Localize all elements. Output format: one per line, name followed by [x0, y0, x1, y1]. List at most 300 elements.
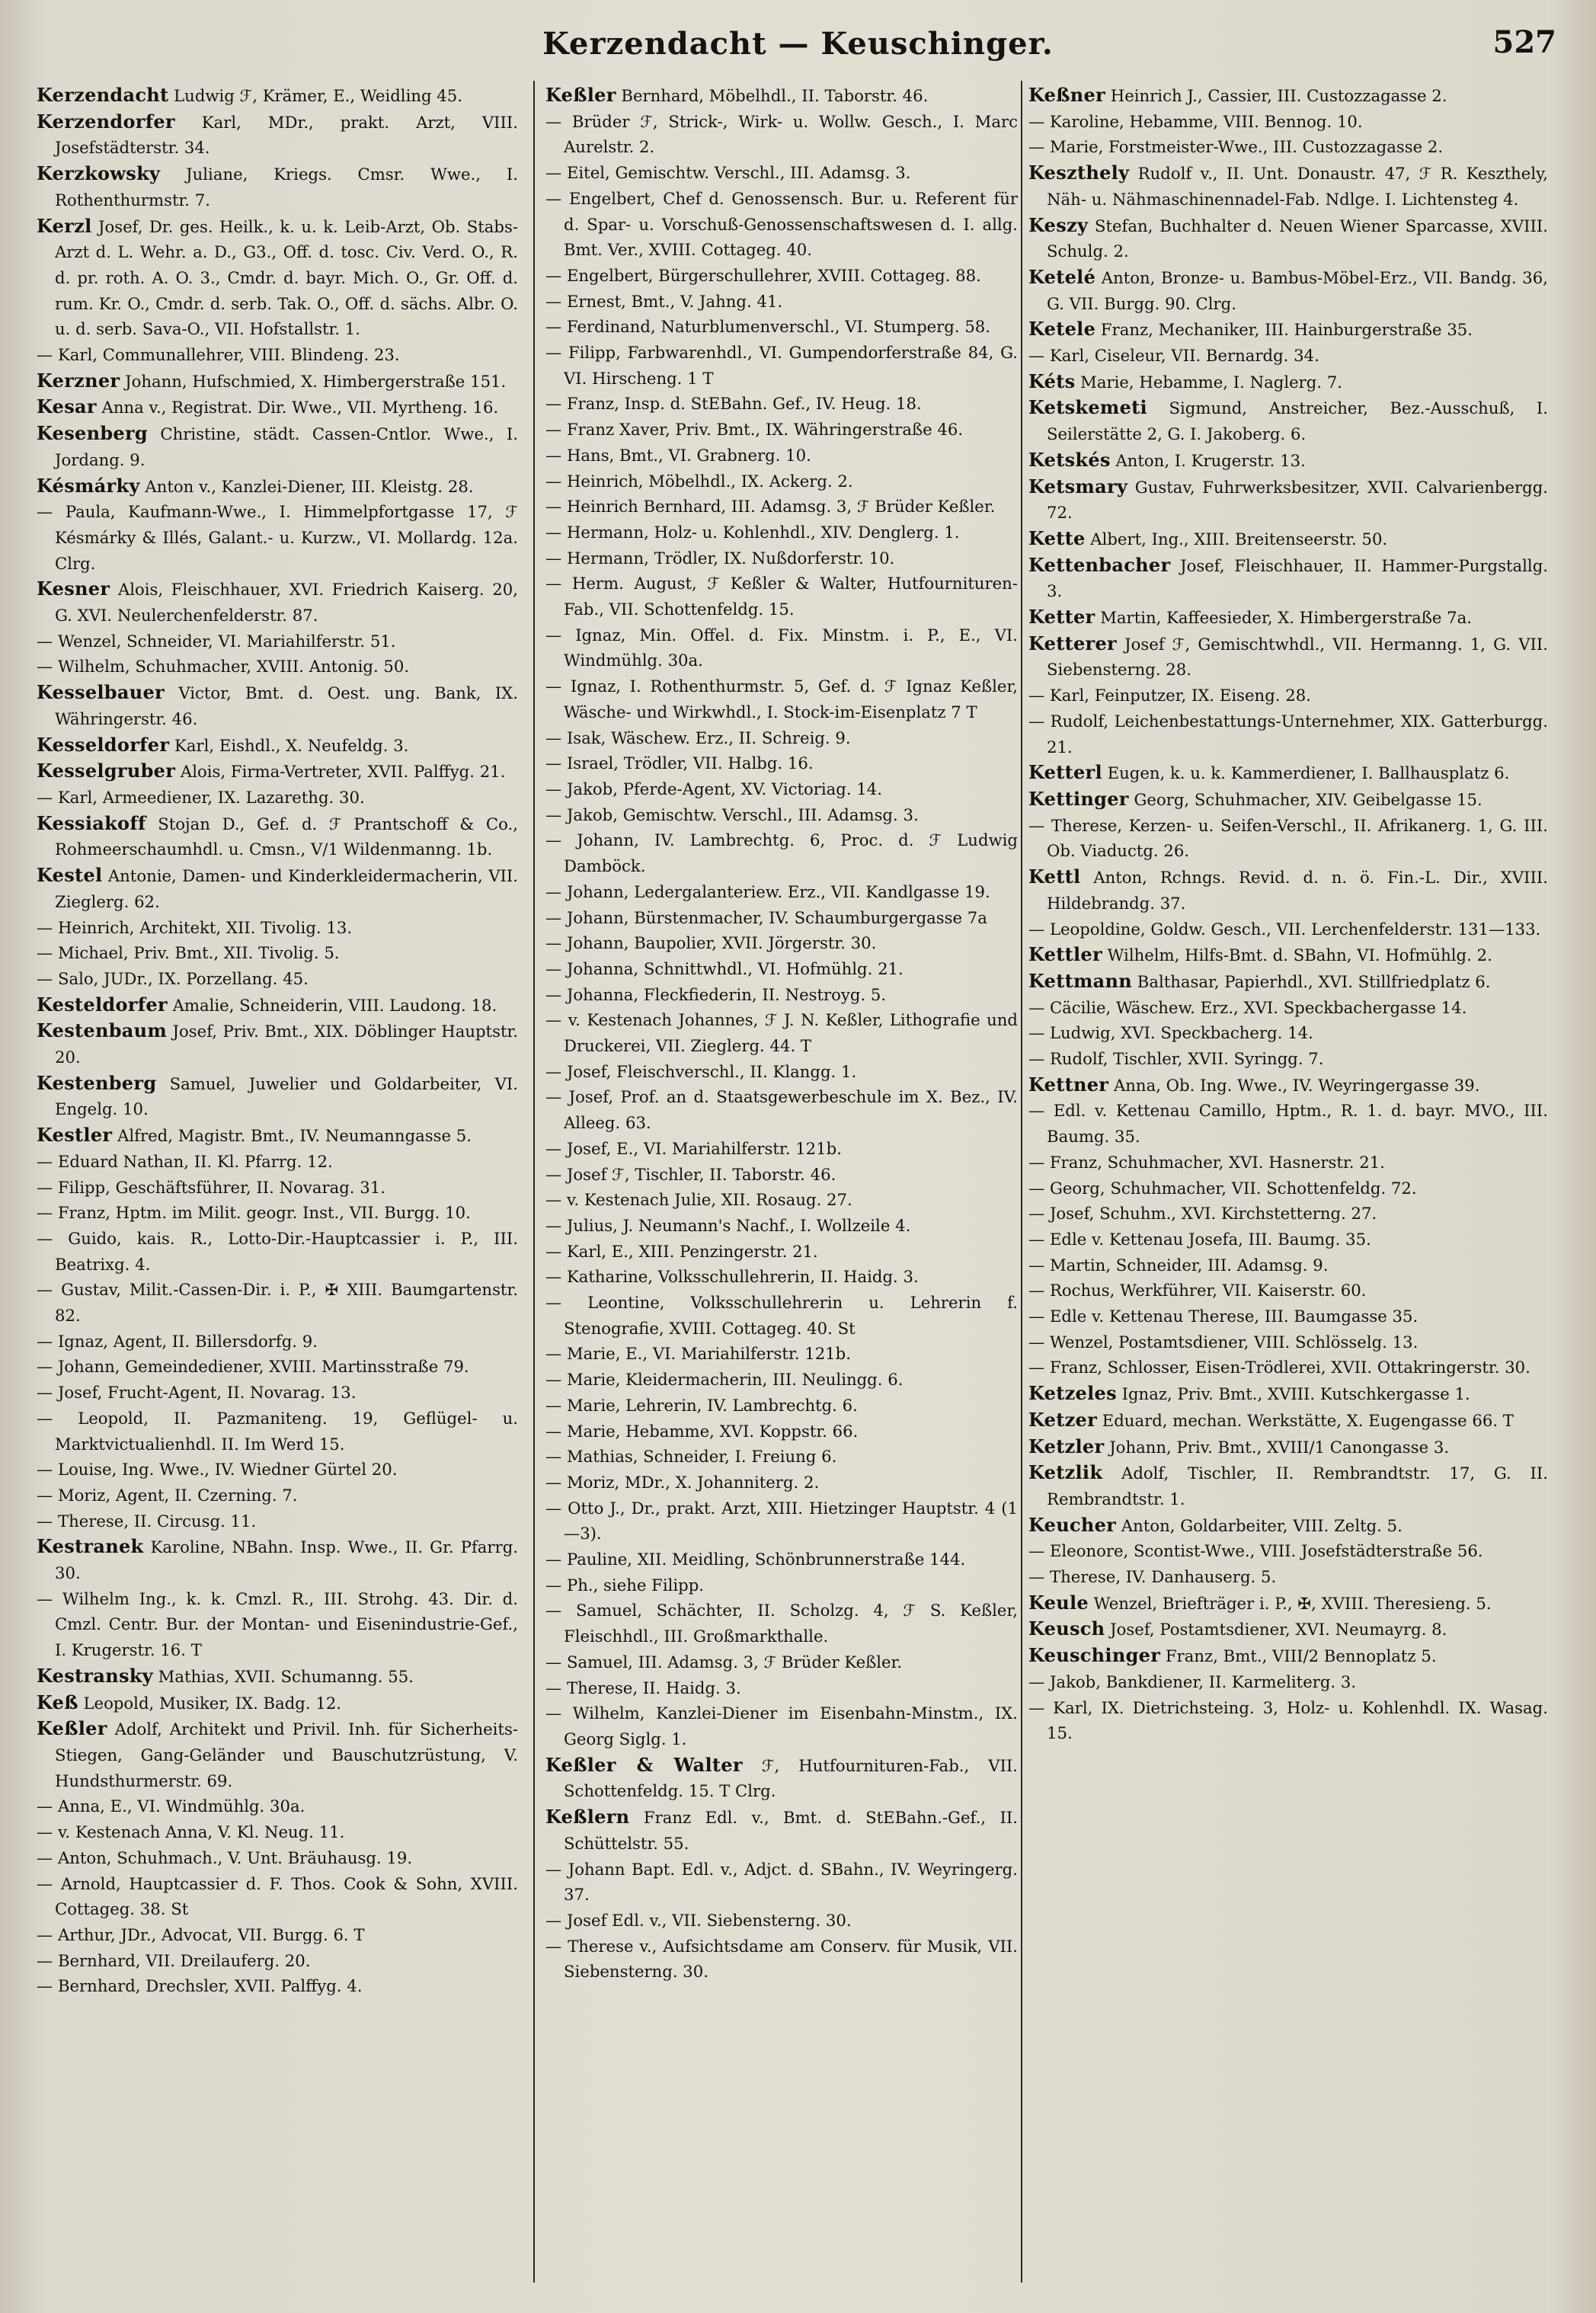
entry-details: Balthasar, Papierhdl., XVI. Stillfriedplatz 6. [1132, 971, 1491, 991]
directory-entry [545, 1264, 1018, 1290]
directory-entry [545, 1162, 1018, 1188]
directory-entry [545, 802, 1018, 828]
entry-details: Johann, Gemeindediener, XVIII. Martinsstraße 79. [57, 1357, 469, 1377]
entry-surname: Keßler [37, 1717, 107, 1740]
ditto-dash: — [545, 1936, 568, 1956]
entry-details: Anton v., Kanzlei-Diener, III. Kleistg. 28. [139, 476, 474, 496]
directory-entry [1028, 760, 1548, 786]
entry-details: ℱ, Hutfournituren-Fab., VII. Schottenfeldg. 15. T Clrg. [564, 1755, 1018, 1801]
directory-entry [1028, 160, 1548, 212]
entry-details: Eduard, mechan. Werkstätte, X. Eugengasse 66. T [1097, 1410, 1514, 1430]
directory-entry [545, 571, 1018, 622]
directory-entry [545, 1393, 1018, 1419]
directory-entry [545, 1700, 1018, 1752]
directory-entry [1028, 369, 1548, 395]
ditto-dash: — [545, 445, 567, 465]
ditto-dash: — [545, 625, 576, 645]
entry-details: Marie, Hebamme, XVI. Koppstr. 66. [566, 1421, 859, 1441]
ditto-dash: — [545, 317, 567, 337]
directory-entry [1028, 1695, 1548, 1746]
directory-entry [1028, 526, 1548, 552]
directory-entry [545, 1934, 1018, 1985]
ditto-dash: — [545, 881, 567, 901]
entry-details: Juliane, Kriegs. Cmsr. Wwe., I. Rothenthurmstr. 7. [55, 165, 518, 210]
entry-details: Therese, II. Circusg. 11. [57, 1511, 257, 1531]
directory-entry [1028, 1176, 1548, 1201]
entry-details: Johann, Ledergalanteriew. Erz., VII. Kandlgasse 19. [566, 881, 990, 901]
directory-entry [545, 469, 1018, 494]
entry-details: Karl, Feinputzer, IX. Eiseng. 28. [1049, 686, 1311, 705]
directory-entry [37, 966, 518, 992]
directory-entry [37, 576, 518, 628]
directory-entry [37, 499, 518, 576]
ditto-dash: — [37, 1511, 58, 1531]
entry-details: Filipp, Geschäftsführer, II. Novarag. 31. [57, 1177, 385, 1197]
directory-entry [37, 1793, 518, 1819]
directory-entry [37, 629, 518, 654]
directory-entry [545, 1059, 1018, 1085]
entry-details: Hans, Bmt., VI. Grabnerg. 10. [566, 445, 811, 465]
entry-details: Marie, Hebamme, I. Naglerg. 7. [1075, 372, 1343, 392]
directory-entry [1028, 968, 1548, 995]
entry-details: Franz, Bmt., VIII/2 Bennoplatz 5. [1160, 1646, 1437, 1666]
ditto-dash: — [1028, 1307, 1050, 1326]
ditto-dash: — [545, 574, 572, 593]
entry-surname: Ketzler [1028, 1435, 1105, 1457]
directory-entry [545, 82, 1018, 109]
directory-entry [37, 1149, 518, 1175]
directory-entry [37, 394, 518, 421]
entry-details: Edle v. Kettenau Therese, III. Baumgasse 35. [1049, 1307, 1418, 1326]
directory-entry [545, 520, 1018, 545]
ditto-dash: — [545, 1652, 567, 1672]
entry-details: Rochus, Werkführer, VII. Kaiserstr. 60. [1049, 1281, 1367, 1300]
directory-entry [37, 1122, 518, 1149]
directory-entry [1028, 1098, 1548, 1149]
ditto-dash: — [1028, 686, 1050, 705]
ditto-dash: — [545, 1678, 567, 1697]
directory-entry [1028, 1616, 1548, 1643]
directory-entry [1028, 1564, 1548, 1590]
entry-surname: Kesteldorfer [37, 993, 168, 1016]
ditto-dash: — [545, 830, 577, 850]
entry-details: Josef, Frucht-Agent, II. Novarag. 13. [57, 1383, 357, 1403]
entry-details: Hermann, Holz- u. Kohlenhdl., XIV. Denglerg. 1. [566, 522, 960, 542]
entry-details: Amalie, Schneiderin, VIII. Laudong. 18. [167, 995, 497, 1015]
directory-entry [1028, 1590, 1548, 1617]
entry-details: Karl, E., XIII. Penzingerstr. 21. [566, 1241, 818, 1261]
entry-details: Leopold, Musiker, IX. Badg. 12. [78, 1693, 342, 1713]
entry-details: Anton, Bronze- u. Bambus-Möbel-Erz., VII. Bandg. 36, G. VII. Burgg. 90. Clrg. [1047, 267, 1548, 313]
ditto-dash: — [37, 1924, 58, 1944]
entry-details: Karl, IX. Dietrichsteing. 3, Holz- u. Kohlenhdl. IX. Wasag. 15. [1047, 1697, 1548, 1743]
entry-surname: Keßler & Walter [545, 1753, 743, 1776]
directory-entry [1028, 709, 1548, 760]
entry-surname: Keszy [1028, 213, 1089, 236]
ditto-dash: — [1028, 711, 1051, 731]
entry-details: Samuel, Juwelier und Goldarbeiter, VI. Engelg. 10. [55, 1073, 518, 1119]
entry-surname: Kette [1028, 526, 1086, 549]
column-divider-right [1021, 81, 1022, 2283]
directory-entry [1028, 683, 1548, 709]
entry-details: Rudolf, Tischler, XVII. Syringg. 7. [1049, 1049, 1324, 1069]
entry-details: Josef, Schuhm., XVI. Kirchstetterng. 27. [1049, 1204, 1377, 1224]
ditto-dash: — [545, 1215, 567, 1235]
entry-details: Josef, Postamtsdiener, XVI. Neumayrg. 8. [1105, 1620, 1447, 1640]
entry-details: Ignaz, Agent, II. Billersdorfg. 9. [57, 1331, 318, 1351]
entry-surname: Ketterer [1028, 632, 1118, 654]
ditto-dash: — [545, 1190, 567, 1210]
directory-entry [545, 263, 1018, 289]
directory-entry [545, 109, 1018, 160]
directory-entry [545, 186, 1018, 263]
entry-details: Anna v., Registrat. Dir. Wwe., VII. Myrtheng. 16. [96, 398, 499, 417]
entry-details: Johann Bapt. Edl. v., Adjct. d. SBahn., IV. Weyringerg. 37. [564, 1859, 1018, 1905]
entry-details: Johann, Baupolier, XVII. Jörgerstr. 30. [566, 933, 877, 953]
directory-entry [37, 1690, 518, 1716]
ditto-dash: — [545, 728, 567, 747]
entry-details: Mathias, XVII. Schumanng. 55. [152, 1666, 414, 1686]
entry-details: Jakob, Bankdiener, II. Karmeliterg. 3. [1049, 1672, 1357, 1691]
ditto-dash: — [545, 805, 567, 824]
entry-details: Samuel, Schächter, II. Scholzg. 4, ℱ S. Keßler, Fleischhdl., III. Großmarkthalle. [564, 1601, 1018, 1646]
entry-details: Martin, Kaffeesieder, X. Himbergerstraße 7a. [1095, 608, 1473, 628]
ditto-dash: — [1028, 1049, 1050, 1069]
directory-entry [545, 750, 1018, 776]
entry-details: Alois, Firma-Vertreter, XVII. Palffyg. 21. [175, 762, 506, 782]
directory-entry [1028, 631, 1548, 683]
ditto-dash: — [37, 1848, 58, 1867]
ditto-dash: — [545, 1498, 568, 1518]
entry-details: Mathias, Schneider, I. Freiung 6. [566, 1447, 837, 1467]
entry-surname: Keucher [1028, 1513, 1117, 1536]
directory-entry [545, 1572, 1018, 1598]
ditto-dash: — [545, 1601, 576, 1620]
entry-details: Georg, Schuhmacher, XIV. Geibelgasse 15. [1128, 789, 1482, 809]
directory-entry [545, 1367, 1018, 1393]
ditto-dash: — [545, 497, 567, 517]
entry-details: Georg, Schuhmacher, VII. Schottenfeldg. 72. [1049, 1178, 1417, 1198]
entry-details: Hermann, Trödler, IX. Nußdorferstr. 10. [566, 548, 895, 568]
ditto-dash: — [37, 1950, 58, 1970]
entry-details: Ernest, Bmt., V. Jahng. 41. [566, 291, 783, 311]
entry-details: Otto J., Dr., prakt. Arzt, XIII. Hietzinger Hauptstr. 4 (1—3). [564, 1498, 1018, 1544]
entry-details: Josef ℱ, Gemischtwhdl., VII. Hermanng. 1, G. VII. Siebensterng. 28. [1047, 634, 1548, 680]
ditto-dash: — [545, 1550, 567, 1569]
directory-entry [1028, 1407, 1548, 1434]
ditto-dash: — [1028, 1101, 1054, 1121]
ditto-dash: — [37, 502, 66, 522]
entry-details: Julius, J. Neumann's Nachf., I. Wollzeile 4. [566, 1215, 911, 1235]
entry-details: Anton, Goldarbeiter, VIII. Zeltg. 5. [1116, 1515, 1402, 1535]
ditto-dash: — [1028, 1541, 1050, 1561]
entry-details: Arnold, Hauptcassier d. F. Thos. Cook & Sohn, XVIII. Cottageg. 38. St [55, 1873, 518, 1919]
entry-details: Moriz, Agent, II. Czerning. 7. [57, 1485, 298, 1505]
directory-entry [37, 1354, 518, 1380]
directory-entry [37, 368, 518, 395]
directory-entry [1028, 213, 1548, 264]
directory-entry [545, 417, 1018, 443]
ditto-dash: — [545, 291, 567, 311]
directory-entry [1028, 1020, 1548, 1046]
ditto-dash: — [545, 1138, 567, 1158]
entry-details: Franz, Insp. d. StEBahn. Gef., IV. Heug. 18. [566, 394, 922, 414]
directory-entry [545, 1213, 1018, 1239]
entry-surname: Kettinger [1028, 787, 1129, 810]
entry-surname: Keßlern [545, 1806, 630, 1828]
entry-details: Therese v., Aufsichtsdame am Conserv. für Musik, VII. Siebensterng. 30. [564, 1936, 1018, 1982]
directory-entry [1028, 1150, 1548, 1176]
directory-entry [1028, 1278, 1548, 1304]
column-2 [545, 82, 1018, 2313]
directory-entry [37, 1948, 518, 1974]
entry-surname: Ketzlik [1028, 1461, 1103, 1484]
entry-surname: Kessiakoff [37, 811, 146, 834]
directory-entry [1028, 995, 1548, 1021]
directory-entry [1028, 1643, 1548, 1669]
directory-entry [545, 1649, 1018, 1675]
entry-details: Antonie, Damen- und Kinderkleidermacherin, VII. Zieglerg. 62. [55, 866, 518, 911]
entry-surname: Kerzner [37, 369, 120, 392]
directory-entry [37, 421, 518, 472]
directory-entry [1028, 264, 1548, 316]
directory-entry [1028, 1355, 1548, 1380]
directory-entry [545, 930, 1018, 956]
entry-details: Wilhelm, Schuhmacher, XVIII. Antonig. 50. [57, 657, 410, 677]
entry-surname: Kestenberg [37, 1071, 157, 1094]
entry-surname: Keßner [1028, 84, 1105, 106]
entry-surname: Ketelé [1028, 265, 1096, 288]
entry-details: Karl, MDr., prakt. Arzt, VIII. Josefstädterstr. 34. [55, 112, 518, 158]
directory-entry [37, 758, 518, 785]
entry-details: Johann, IV. Lambrechtg. 6, Proc. d. ℱ Ludwig Damböck. [564, 830, 1018, 876]
directory-entry [545, 1239, 1018, 1265]
directory-entry [37, 1534, 518, 1585]
entry-details: Franz, Mechaniker, III. Hainburgerstraße 35. [1095, 320, 1473, 340]
directory-entry [37, 1175, 518, 1201]
ditto-dash: — [545, 1447, 567, 1467]
entry-details: Alois, Fleischhauer, XVI. Friedrich Kaiserg. 20, G. XVI. Neulerchenfelderstr. 87. [55, 580, 518, 625]
ditto-dash: — [545, 343, 568, 363]
ditto-dash: — [1028, 1229, 1050, 1249]
directory-entry [37, 1483, 518, 1508]
entry-details: Josef Edl. v., VII. Siebensterng. 30. [566, 1910, 852, 1930]
entry-details: Guido, kais. R., Lotto-Dir.-Hauptcassier i. P., III. Beatrixg. 4. [55, 1228, 518, 1274]
entry-details: Herm. August, ℱ Keßler & Walter, Hutfournituren-Fab., VII. Schottenfeldg. 15. [564, 574, 1018, 619]
directory-entry [1028, 917, 1548, 942]
directory-entry [37, 1716, 518, 1793]
entry-surname: Kettenbacher [1028, 553, 1171, 576]
entry-surname: Ketterl [1028, 761, 1102, 784]
ditto-dash: — [1028, 815, 1051, 835]
ditto-dash: — [545, 1421, 567, 1441]
directory-entry [37, 915, 518, 941]
ditto-dash: — [545, 779, 567, 798]
entry-details: Johanna, Schnittwhdl., VI. Hofmühlg. 21. [566, 958, 904, 978]
ditto-dash: — [37, 1873, 61, 1893]
directory-entry [1028, 395, 1548, 446]
directory-entry [37, 1070, 518, 1122]
ditto-dash: — [1028, 1204, 1050, 1224]
entry-details: Samuel, III. Adamsg. 3, ℱ Brüder Keßler. [566, 1652, 903, 1672]
entry-details: Pauline, XII. Meidling, Schönbrunnerstraße 144. [566, 1550, 966, 1569]
directory-entry [545, 982, 1018, 1008]
directory-entry [1028, 1538, 1548, 1564]
entry-details: Moriz, MDr., X. Johanniterg. 2. [566, 1472, 820, 1492]
entry-details: Karl, Eishdl., X. Neufeldg. 3. [169, 735, 409, 755]
entry-details: Johann, Priv. Bmt., XVIII/1 Canongasse 3. [1104, 1437, 1450, 1457]
entry-surname: Keß [37, 1691, 78, 1713]
directory-entry [545, 1007, 1018, 1058]
entry-details: Jakob, Pferde-Agent, XV. Victoriag. 14. [566, 779, 883, 798]
ditto-dash: — [37, 1460, 58, 1480]
ditto-dash: — [1028, 1152, 1050, 1172]
entry-details: Johann, Bürstenmacher, IV. Schaumburgergasse 7a [566, 907, 987, 927]
entry-details: Engelbert, Bürgerschullehrer, XVIII. Cottageg. 88. [566, 265, 981, 285]
ditto-dash: — [545, 188, 569, 208]
entry-details: Therese, Kerzen- u. Seifen-Verschl., II. Afrikanerg. 1, G. III. Ob. Viaductg. 26. [1047, 815, 1548, 861]
entry-surname: Kesseldorfer [37, 733, 170, 756]
entry-surname: Ketzeles [1028, 1382, 1117, 1405]
entry-surname: Ketsmary [1028, 475, 1128, 497]
entry-details: Eitel, Gemischtw. Verschl., III. Adamsg. 3. [566, 163, 911, 183]
ditto-dash: — [545, 1704, 573, 1723]
entry-surname: Kerzendorfer [37, 110, 175, 133]
ditto-dash: — [37, 1203, 58, 1223]
ditto-dash: — [545, 958, 567, 978]
entry-details: Arthur, JDr., Advocat, VII. Burgg. 6. T [57, 1924, 365, 1944]
ditto-dash: — [37, 1588, 62, 1608]
directory-entry [545, 905, 1018, 931]
page-number: 527 [1492, 24, 1556, 60]
directory-entry [37, 109, 518, 161]
directory-entry [1028, 604, 1548, 631]
ditto-dash: — [1028, 919, 1050, 939]
directory-entry [37, 213, 518, 343]
ditto-dash: — [37, 1228, 69, 1248]
column-divider-left [533, 81, 535, 2283]
entry-surname: Ketele [1028, 318, 1096, 341]
entry-details: Leontine, Volksschullehrerin u. Lehrerin f. Stenografie, XVIII. Cottageg. 40. St [564, 1293, 1018, 1338]
directory-entry [37, 811, 518, 862]
entry-details: Anna, E., VI. Windmühlg. 30a. [57, 1796, 305, 1816]
page-title: Kerzendacht — Keuschinger. [542, 26, 1054, 62]
directory-entry [37, 161, 518, 213]
ditto-dash: — [37, 345, 58, 365]
ditto-dash: — [545, 163, 567, 183]
ditto-dash: — [1028, 111, 1050, 131]
entry-details: Bernhard, Möbelhdl., II. Taborstr. 46. [616, 86, 929, 105]
entry-details: Salo, JUDr., IX. Porzellang. 45. [57, 968, 309, 988]
directory-entry [545, 776, 1018, 802]
ditto-dash: — [545, 420, 567, 440]
entry-surname: Ketter [1028, 606, 1095, 629]
ditto-dash: — [1028, 1567, 1050, 1587]
entry-details: Karoline, NBahn. Insp. Wwe., II. Gr. Pfarrg. 30. [55, 1537, 518, 1583]
entry-details: Franz, Hptm. im Milit. geogr. Inst., VII. Burgg. 10. [57, 1203, 471, 1223]
directory-entry [37, 1508, 518, 1534]
directory-entry [545, 1470, 1018, 1496]
entry-surname: Kerzkowsky [37, 162, 161, 185]
entry-details: Edle v. Kettenau Josefa, III. Baumg. 35. [1049, 1229, 1371, 1249]
directory-entry [37, 1226, 518, 1277]
ditto-dash: — [37, 657, 58, 677]
entry-details: Marie, E., VI. Mariahilferstr. 121b. [566, 1344, 851, 1364]
entry-surname: Kéts [1028, 370, 1076, 392]
entry-details: Anton, I. Krugerstr. 13. [1110, 450, 1306, 470]
directory-entry [545, 673, 1018, 725]
directory-entry [1028, 1434, 1548, 1460]
ditto-dash: — [545, 1061, 567, 1081]
ditto-dash: — [545, 984, 567, 1004]
entry-details: Brüder ℱ, Strick-, Wirk- u. Wollw. Gesch., I. Marc Aurelstr. 2. [564, 111, 1018, 157]
entry-details: Adolf, Tischler, II. Rembrandtstr. 17, G. II. Rembrandtstr. 1. [1047, 1464, 1548, 1508]
directory-entry [545, 340, 1018, 391]
entry-details: Leopold, II. Pazmaniteng. 19, Geflügel- u. Marktvictualienhdl. II. Im Werd 15. [55, 1408, 518, 1454]
entry-surname: Késmárky [37, 474, 140, 497]
ditto-dash: — [545, 1859, 568, 1879]
ditto-dash: — [1028, 1255, 1050, 1275]
directory-entry [545, 1547, 1018, 1572]
entry-details: Josef ℱ, Tischler, II. Taborstr. 46. [566, 1164, 836, 1184]
entry-details: Bernhard, Drechsler, XVII. Palffyg. 4. [57, 1976, 363, 1996]
ditto-dash: — [545, 1910, 567, 1930]
ditto-dash: — [37, 1822, 58, 1842]
ditto-dash: — [1028, 1358, 1050, 1377]
directory-entry [37, 1329, 518, 1355]
directory-entry [1028, 134, 1548, 160]
entry-details: Eleonore, Scontist-Wwe., VIII. Josefstädterstraße 56. [1049, 1541, 1483, 1561]
ditto-dash: — [1028, 1672, 1050, 1691]
directory-entry [545, 160, 1018, 186]
directory-entry [37, 1819, 518, 1845]
entry-details: Bernhard, VII. Dreilauferg. 20. [57, 1950, 311, 1970]
ditto-dash: — [545, 111, 572, 131]
entry-surname: Kettner [1028, 1073, 1109, 1096]
directory-entry [1028, 1304, 1548, 1329]
directory-entry [545, 1187, 1018, 1213]
entry-surname: Kesner [37, 577, 110, 600]
entry-details: Stojan D., Gef. d. ℱ Prantschoff & Co., Rohmeerschaumhdl. u. Cmsn., V/1 Wildenmanng. 1b. [55, 814, 518, 859]
entry-details: Heinrich J., Cassier, III. Custozzagasse 2. [1105, 86, 1447, 105]
directory-entry [545, 622, 1018, 673]
directory-entry [37, 1663, 518, 1690]
directory-entry [545, 1675, 1018, 1701]
entry-details: Martin, Schneider, III. Adamsg. 9. [1049, 1255, 1329, 1275]
directory-entry [37, 654, 518, 680]
ditto-dash: — [545, 1293, 588, 1313]
entry-details: Gustav, Fuhrwerksbesitzer, XVII. Calvarienbergg. 72. [1047, 477, 1548, 523]
entry-details: Karl, Ciseleur, VII. Bernardg. 34. [1049, 346, 1319, 366]
directory-entry [545, 1136, 1018, 1162]
directory-entry [545, 391, 1018, 417]
entry-details: Katharine, Volksschullehrerin, II. Haidg. 3. [566, 1267, 919, 1287]
ditto-dash: — [545, 1164, 567, 1184]
ditto-dash: — [545, 1010, 568, 1030]
directory-entry [1028, 1460, 1548, 1512]
entry-details: Franz Xaver, Priv. Bmt., IX. Währingerstraße 46. [566, 420, 964, 440]
entry-surname: Kesenberg [37, 422, 149, 445]
directory-entry [37, 1871, 518, 1922]
directory-entry [1028, 343, 1548, 369]
entry-details: Albert, Ing., XIII. Breitenseerstr. 50. [1085, 529, 1388, 549]
directory-entry [37, 732, 518, 759]
entry-details: Eduard Nathan, II. Kl. Pfarrg. 12. [57, 1151, 333, 1171]
ditto-dash: — [37, 1331, 58, 1351]
entry-details: Heinrich Bernhard, III. Adamsg. 3, ℱ Brüder Keßler. [566, 497, 996, 517]
entry-details: Therese, II. Haidg. 3. [566, 1678, 741, 1697]
entry-details: Ignaz, I. Rothenthurmstr. 5, Gef. d. ℱ Ignaz Keßler, Wäsche- und Wirkwhdl., I. Stock-im-Eisenplatz 7 T [564, 677, 1018, 721]
